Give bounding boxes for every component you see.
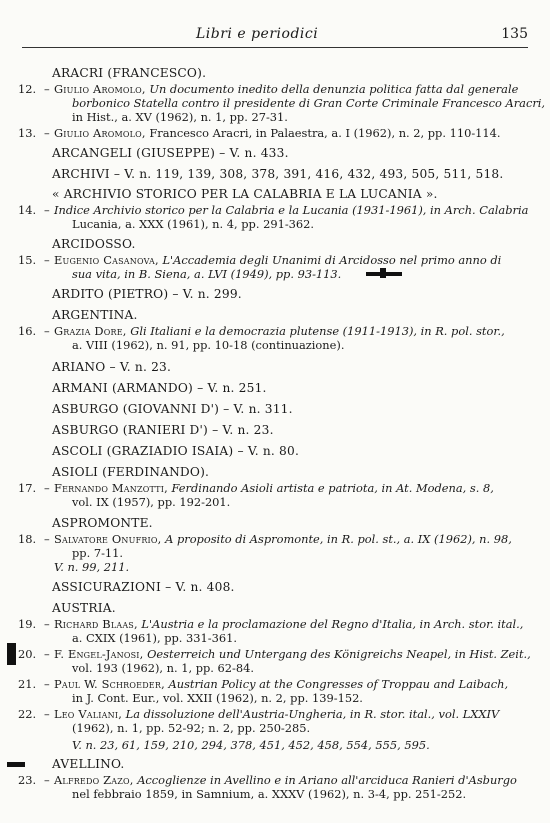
entry-number: 18. (18, 532, 37, 546)
heading-asburgo-ranieri: ASBURGO (RANIERI D') – V. n. 23. (52, 423, 274, 437)
entry-line (54, 707, 499, 721)
heading-asioli: ASIOLI (FERDINANDO). (52, 465, 210, 479)
entry-number: 23. (18, 773, 37, 787)
entry-number: 22. (18, 707, 37, 721)
entry-title: Ferdinando Asioli artista e patriota, in At. Modena, s. 8, (167, 481, 494, 495)
entry-line (54, 617, 523, 631)
heading-aracri: ARACRI (FRANCESCO). (52, 66, 207, 80)
entry-line: a. CXIX (1961), pp. 331-361. (72, 631, 237, 645)
page-header (22, 26, 528, 46)
cross-reference: V. n. 23, 61, 159, 210, 294, 378, 451, 452, 458, 554, 555, 595. (72, 738, 430, 752)
entry-author: Leo Valiani, (54, 707, 123, 721)
heading-argentina: ARGENTINA. (52, 308, 138, 322)
entry-line: in Hist., a. XV (1962), n. 1, pp. 27-31. (72, 110, 288, 124)
header-rule (22, 47, 528, 48)
entry-title: Gli Italiani e la democrazia plutense (1911-1913), in R. pol. stor., (126, 324, 505, 338)
entry-line: pp. 7-11. (72, 546, 124, 560)
entry-title: Un documento inedito della denunzia politica fatta dal generale (145, 82, 519, 96)
entry-dash: – (44, 532, 50, 546)
heading-ariano: ARIANO – V. n. 23. (52, 360, 172, 374)
heading-assicurazioni: ASSICURAZIONI – V. n. 408. (52, 580, 235, 594)
entry-line: a. VIII (1962), n. 91, pp. 10-18 (continuazione). (72, 338, 345, 352)
heading-arcangeli: ARCANGELI (GIUSEPPE) – V. n. 433. (52, 146, 289, 160)
page-number: 135 (501, 26, 528, 42)
entry-dash: – (44, 253, 50, 267)
entry-dash: – (44, 647, 50, 661)
entry-line: vol. IX (1957), pp. 192-201. (72, 495, 231, 509)
cross-reference: V. n. 99, 211. (54, 560, 130, 574)
entry-line (54, 647, 531, 661)
entry-author: Eugenio Casanova, (54, 253, 159, 267)
heading-asburgo-giovanni: ASBURGO (GIOVANNI D') – V. n. 311. (52, 402, 293, 416)
entry-dash: – (44, 773, 50, 787)
margin-mark (7, 643, 16, 665)
entry-line: nel febbraio 1859, in Samnium, a. XXXV (1962), n. 3-4, pp. 251-252. (72, 787, 467, 801)
entry-title: Oesterreich und Untergang des Königreichs Neapel, in Hist. Zeit., (143, 647, 531, 661)
entry-title: A proposito di Aspromonte, in R. pol. st., a. IX (1962), n. 98, (161, 532, 512, 546)
entry-line: sua vita, in B. Siena, a. LVI (1949), pp. 93-113. (72, 267, 342, 281)
entry-author: Richard Blaas, (54, 617, 138, 631)
entry-line (54, 324, 505, 338)
entry-number: 20. (18, 647, 37, 661)
entry-dash: – (44, 126, 50, 140)
entry-author: Salvatore Onufrio, (54, 532, 162, 546)
entry-dash: – (44, 481, 50, 495)
entry-line: Lucania, a. XXX (1961), n. 4, pp. 291-362. (72, 217, 315, 231)
entry-number: 16. (18, 324, 37, 338)
entry-title: Francesco Aracri, in Palaestra, a. I (1962), n. 2, pp. 110-114. (145, 126, 501, 140)
heading-avellino: AVELLINO. (52, 757, 125, 771)
entry-line: borbonico Statella contro il presidente di Gran Corte Criminale Francesco Aracri, (72, 96, 546, 110)
entry-author: F. Engel-Janosi, (54, 647, 144, 661)
entry-number: 19. (18, 617, 37, 631)
entry-line: (1962), n. 1, pp. 52-92; n. 2, pp. 250-285. (72, 721, 311, 735)
entry-line (54, 253, 501, 267)
ink-smudge (380, 268, 386, 278)
entry-line (54, 677, 508, 691)
entry-author: Fernando Manzotti, (54, 481, 168, 495)
entry-number: 15. (18, 253, 37, 267)
entry-author: Giulio Aromolo, (54, 82, 146, 96)
entry-dash: – (44, 82, 50, 96)
entry-title: L'Austria e la proclamazione del Regno d'Italia, in Arch. stor. ital., (137, 617, 524, 631)
entry-title: L'Accademia degli Unanimi di Arcidosso nel primo anno di (158, 253, 502, 267)
entry-title: La dissoluzione dell'Austria-Ungheria, in R. stor. ital., vol. LXXIV (122, 707, 500, 721)
entry-number: 13. (18, 126, 37, 140)
entry-author: Alfredo Zazo, (54, 773, 134, 787)
heading-austria: AUSTRIA. (52, 601, 116, 615)
entry-line (54, 773, 517, 787)
heading-archivio-storico: « ARCHIVIO STORICO PER LA CALABRIA E LA LUCANIA ». (52, 187, 438, 201)
entry-line: vol. 193 (1962), n. 1, pp. 62-84. (72, 661, 255, 675)
entry-author: Grazia Dore, (54, 324, 127, 338)
entry-line (54, 481, 494, 495)
entry-number: 12. (18, 82, 37, 96)
entry-dash: – (44, 707, 50, 721)
entry-dash: – (44, 203, 50, 217)
entry-number: 14. (18, 203, 37, 217)
heading-arcidosso: ARCIDOSSO. (52, 237, 136, 251)
entry-number: 17. (18, 481, 37, 495)
heading-ardito: ARDITO (PIETRO) – V. n. 299. (52, 287, 242, 301)
entry-line (54, 82, 518, 96)
entry-line (54, 532, 512, 546)
entry-title: Austrian Policy at the Congresses of Troppau and Laibach, (164, 677, 509, 691)
entry-dash: – (44, 677, 50, 691)
entry-author: Paul W. Schroeder, (54, 677, 165, 691)
entry-line (54, 126, 501, 140)
entry-title: Accoglienze in Avellino e in Ariano all'arciduca Ranieri d'Asburgo (133, 773, 517, 787)
entry-author: Giulio Aromolo, (54, 126, 146, 140)
entry-dash: – (44, 324, 50, 338)
running-title: Libri e periodici (196, 26, 319, 42)
entry-line: Indice Archivio storico per la Calabria e la Lucania (1931-1961), in Arch. Calabria (54, 203, 529, 217)
entry-dash: – (44, 617, 50, 631)
heading-ascoli: ASCOLI (GRAZIADIO ISAIA) – V. n. 80. (52, 444, 300, 458)
entry-number: 21. (18, 677, 37, 691)
heading-aspromonte: ASPROMONTE. (52, 516, 153, 530)
heading-archivi: ARCHIVI – V. n. 119, 139, 308, 378, 391, 416, 432, 493, 505, 511, 518. (52, 167, 504, 181)
margin-mark (7, 762, 25, 767)
entry-line: in J. Cont. Eur., vol. XXII (1962), n. 2, pp. 139-152. (72, 691, 363, 705)
heading-armani: ARMANI (ARMANDO) – V. n. 251. (52, 381, 267, 395)
